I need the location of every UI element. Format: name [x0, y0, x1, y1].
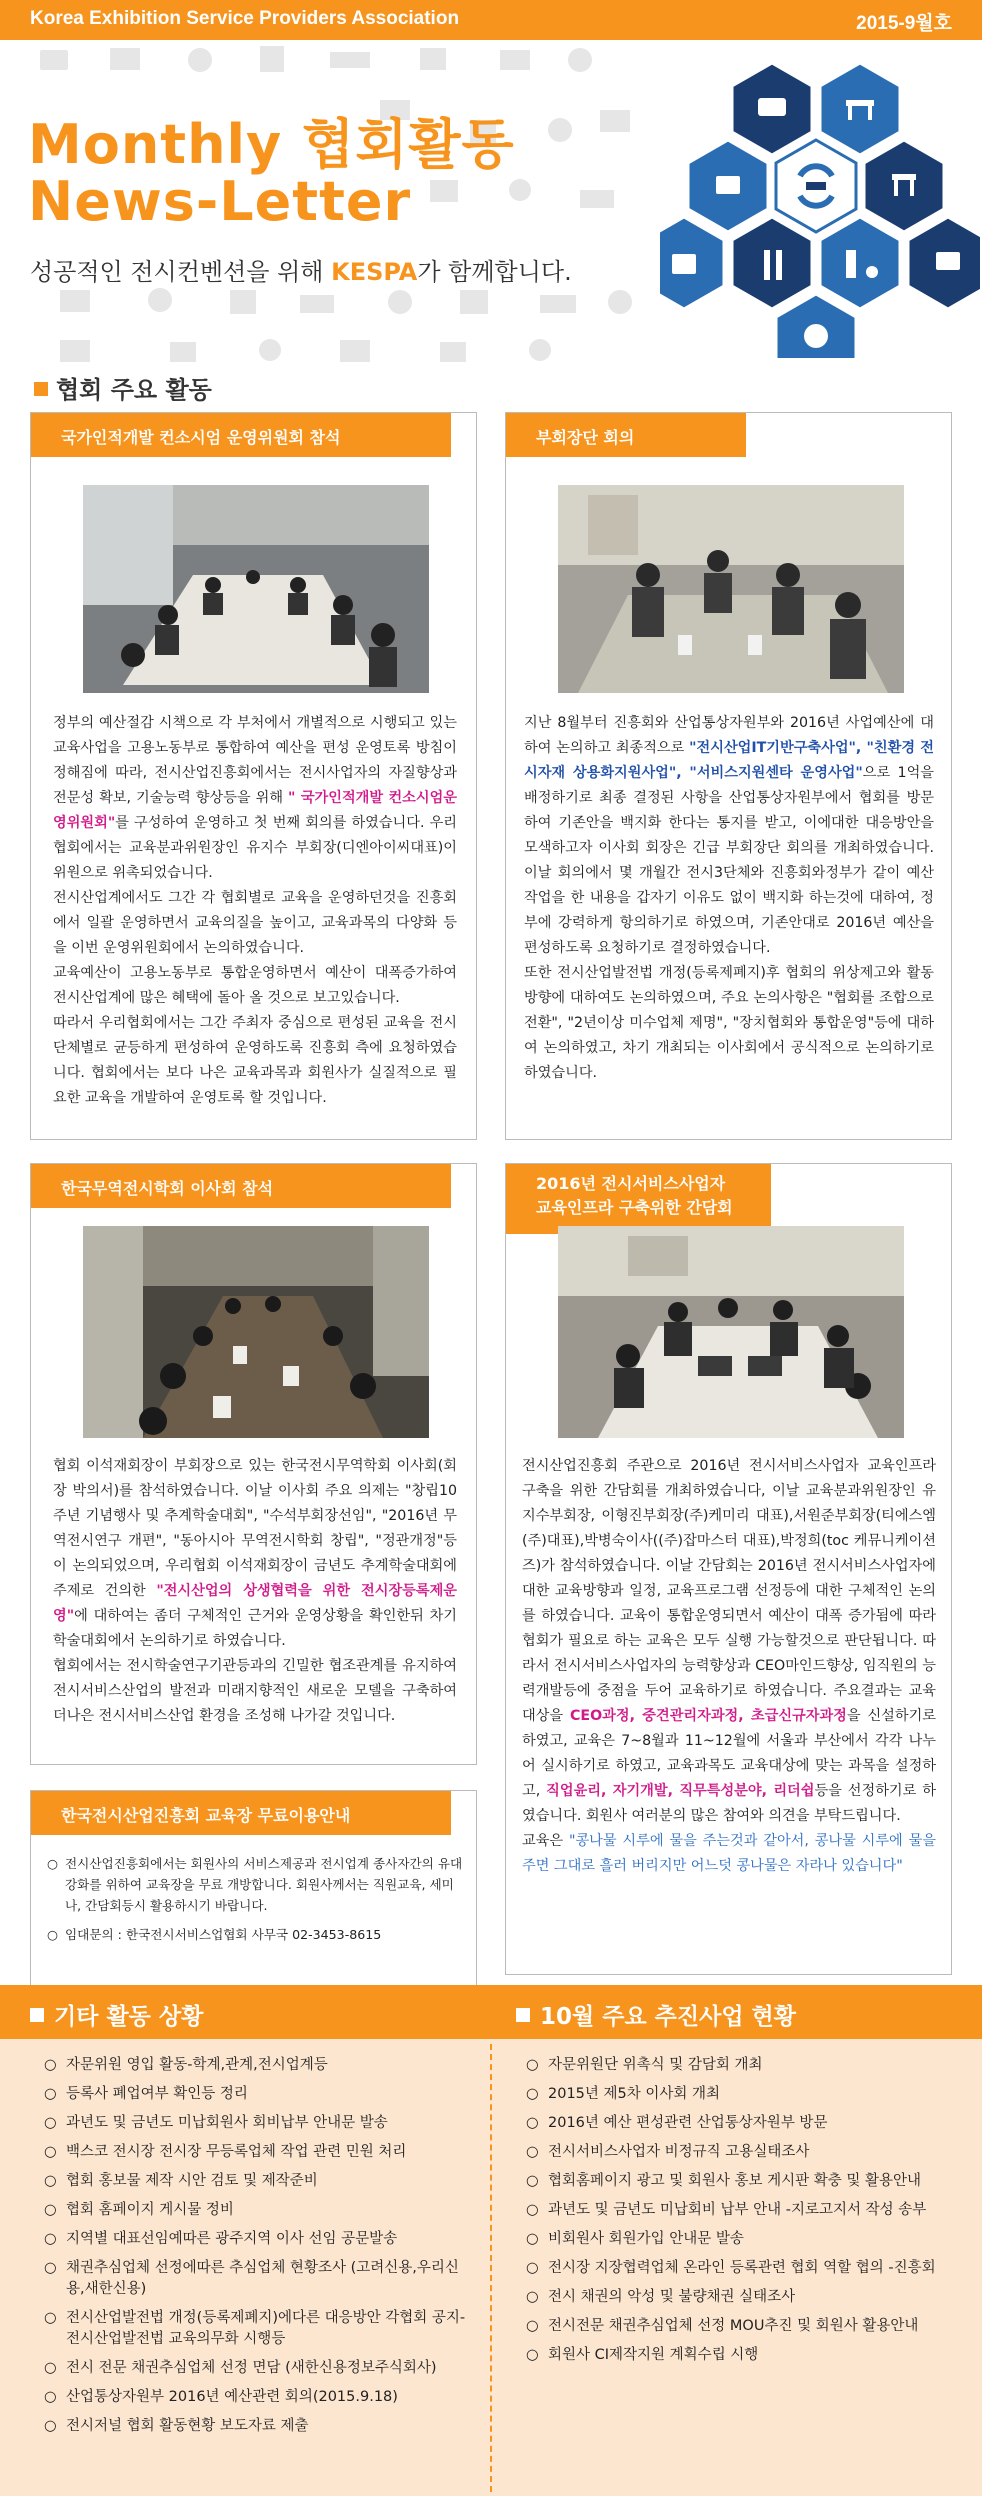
list-item: ○ 백스코 전시장 전시장 무등록업체 작업 관련 민원 처리 [44, 2142, 474, 2163]
october-plans-heading: 10월 주요 추진사업 현황 [516, 1998, 796, 2031]
card-education-infra-meeting [505, 1163, 952, 1975]
list-item: ○ 자문위원단 위촉식 및 감담회 개최 [526, 2055, 966, 2076]
list-item: ○ 회원사 CI제작지원 계획수립 시행 [526, 2345, 966, 2366]
list-item: ○ 2016년 예산 편성관련 산업통상자원부 방문 [526, 2113, 966, 2134]
list-item: ○ 과년도 및 금년도 미납회원사 회비납부 안내문 발송 [44, 2113, 474, 2134]
other-activities-heading: 기타 활동 상황 [30, 1998, 203, 2031]
list-item: ○ 비회원사 회원가입 안내문 발송 [526, 2229, 966, 2250]
list-item: ○ 전시장 지장협력업체 온라인 등록관련 협회 역할 협의 -진흥회 [526, 2258, 966, 2279]
top-bar [0, 0, 982, 40]
list-item: ○ 전시저널 협회 활동현황 보도자료 제출 [44, 2416, 474, 2437]
list-item: ○ 지역별 대표선임예따른 광주지역 이사 선임 공문발송 [44, 2229, 474, 2250]
card-title: 국가인적개발 컨소시엄 운영위원회 참석 [31, 413, 451, 457]
card-vice-chair-meeting [505, 412, 952, 1140]
list-item: ○ 전시 채권의 악성 및 불량채권 실태조사 [526, 2287, 966, 2308]
list-item: ○ 임대문의 : 한국전시서비스업협회 사무국 02-3453-8615 [47, 1924, 467, 1945]
info-list [47, 1853, 467, 1953]
card-trade-exhibition-society [30, 1163, 477, 1765]
card-title: 한국무역전시학회 이사회 참석 [31, 1164, 451, 1208]
list-item: ○ 전시 전문 채권추심업체 선정 면담 (새한신용정보주식회사) [44, 2358, 474, 2379]
education-room-info-box [30, 1790, 477, 2012]
newsletter-title-line1: Monthly 협회활동 [28, 113, 515, 176]
info-box-title: 한국전시산업진흥회 교육장 무료이용안내 [31, 1791, 451, 1835]
list-item: ○ 전시전문 채권추심업체 선정 MOU추진 및 회원사 활용안내 [526, 2316, 966, 2337]
list-item: ○ 채권추심업체 선정에따른 추심업체 현황조사 (고려신용,우리신용,새한신용) [44, 2258, 474, 2300]
card-body: 협회 이석재회장이 부회장으로 있는 한국전시무역학회 이사회(회장 박의서)를 참석하였습니다. 이날 이사회 주요 의제는 "창립10주년 기념행사 및 추계학술대회", "수석부회장선임", "2016년 무역전시연구 개편", "동아시아 무역전시학회 창립", "정관개정"등이 논의되었으며, 우리협회 이석재회장이 금년도 추계학술대회에 주제로 건의한 "전시산업의 상생협력을 위한 전시장등록제운영"에 대하여는 좀더 구체적인 근거와 운영상황을 확인한뒤 차기 학술대회에서 논의하기로 하였습니다. 협회에서는 전시학술연구기관등과의 긴밀한 협조관계를 유지하여 전시서비스산업의 발전과 미래지향적인 새로운 모델을 구축하여 더나은 전시서비스산업 환경을 조성해 나가갈 것입니다. [53, 1458, 457, 1724]
list-item: ○ 자문위원 영입 활동-학계,관계,전시업계등 [44, 2055, 474, 2076]
list-item: ○ 협회 홍보물 제작 시안 검토 및 제작준비 [44, 2171, 474, 2192]
main-activities-heading: 협회 주요 활동 [34, 370, 212, 405]
list-item: ○ 과년도 및 금년도 미납회비 납부 안내 -지로고지서 작성 송부 [526, 2200, 966, 2221]
newsletter-title-line2: News-Letter [28, 170, 412, 233]
list-item: ○ 등록사 폐업여부 확인등 정리 [44, 2084, 474, 2105]
meeting-photo [558, 1226, 904, 1438]
list-item: ○ 산업통상자원부 2016년 예산관련 회의(2015.9.18) [44, 2387, 474, 2408]
list-item: ○ 2015년 제5차 이사회 개최 [526, 2084, 966, 2105]
card-title: 2016년 전시서비스사업자 교육인프라 구축위한 간담회 [506, 1164, 771, 1234]
tagline: 성공적인 전시컨벤션을 위해 KESPA가 함께합니다. [30, 258, 572, 286]
october-plans-list [526, 2055, 966, 2374]
list-item: ○ 협회홈페이지 광고 및 회원사 홍보 게시판 확충 및 활용안내 [526, 2171, 966, 2192]
list-item: ○ 협회 홈페이지 게시물 정비 [44, 2200, 474, 2221]
card-body: 지난 8월부터 진흥회와 산업통상자원부와 2016년 사업예산에 대하여 논의하고 최종적으로 "전시산업IT기반구축사업", "친환경 전시자재 상용화지원사업", "서비스지원센타 운영사업"으로 1억을 배정하기로 최종 결정된 사항을 산업통상자원부에서 협회를 방문하여 기존안을 백지화 한다는 통지를 받고, 이에대한 대응방안을 모색하고자 이사회 회장은 긴급 부회장단 회의를 개최하였습니다. 이날 회의에서 몇 개월간 전시3단체와 진흥회와정부가 같이 예산작업을 한 내용을 갑자기 이유도 없이 백지화 하는것에 대하여, 정부에 강력하게 항의하기로 하였으며, 기존안대로 2016년 예산을 편성하도록 요청하기로 결정하였습니다. 또한 전시산업발전법 개정(등록제폐지)후 협회의 위상제고와 활동방향에 대하여도 논의하였으며, 주요 논의사항은 "협회를 조합으로 전환", "2년이상 미수업체 제명", "장치협회와 통합운영"등에 대하여 논의하였고, 차기 개최되는 이사회에서 공식적으로 논의하기로 하였습니다. [524, 715, 934, 1081]
meeting-photo [83, 485, 429, 693]
card-consortium-meeting [30, 412, 477, 1140]
column-divider [490, 2044, 492, 2492]
organization-name: Korea Exhibition Service Providers Association [30, 8, 460, 29]
list-item: ○ 전시산업진흥회에서는 회원사의 서비스제공과 전시업계 종사자간의 유대강화를 위하여 교육장을 무료 개방합니다. 회원사께서는 직원교육, 세미나, 간담회등시 활용하시기 바랍니다. [47, 1853, 467, 1916]
list-item: ○ 전시서비스사업자 비정규직 고용실태조사 [526, 2142, 966, 2163]
card-body: 전시산업진흥회 주관으로 2016년 전시서비스사업자 교육인프라 구축을 위한 간담회를 개최하였습니다, 이날 교육분과위원장인 유지수부회장, 이형진부회장(주)케미리 대표),서원준부회장(티에스엠(주)대표),박병숙이사((주)잡마스터 대표),박정희(toc 케뮤니케이션즈)가 참석하였습니다. 이날 간담회는 2016년 전시서비스사업자에대한 교육방향과 일정, 교육프로그램 선정등에 대한 구체적인 논의를 하였습니다. 교육이 통합운영되면서 예산이 대폭 증가됨에 따라 협회가 필요로 하는 교육은 모두 실행 가능할것으로 판단됩니다. 따라서 전시서비스사업자의 능력향상과 CEO마인드향상, 임직원의 능력개발등에 중점을 두어 교육하기로 하였습니다. 주요결과는 교육대상을 CEO과정, 중견관리자과정, 초급신규자과정을 신설하기로 하였고, 교육은 7~8월과 11~12월에 서울과 부산에서 각각 나누어 실시하기로 하였고, 교육과목도 교육대상에 맞는 과목을 설정하고, 직업윤리, 자기개발, 직무특성분야, 리더쉽등을 선정하기로 하였습니다. 회원사 여러분의 많은 참여와 의견을 부탁드립니다. 교육은 "콩나물 시루에 물을 주는것과 같아서, 콩나물 시루에 물을 주면 그대로 흘러 버리지만 어느덧 콩나물은 자라나 있습니다" [522, 1458, 936, 1874]
card-body: 정부의 예산절감 시책으로 각 부처에서 개별적으로 시행되고 있는 교육사업을 고용노동부로 통합하여 예산을 편성 운영토록 방침이 정해짐에 따라, 전시산업진흥회에서는 전시사업자의 자질향상과 전문성 확보, 기술능력 향상등을 위해 " 국가인적개발 컨소시엄운영위원회"를 구성하여 운영하고 첫 번째 회의를 하였습니다. 우리협회에서는 교육분과위원장인 유지수 부회장(디엔아이씨대표)이 위원으로 위촉되었습니다. 전시산업계에서도 그간 각 협회별로 교육을 운영하던것을 진흥회에서 일괄 운영하면서 교육의질을 높이고, 교육과목의 다양화 등을 이번 운영위원회에서 논의하였습니다. 교육예산이 고용노동부로 통합운영하면서 예산이 대폭증가하여 전시산업계에 많은 혜택에 돌아 올 것으로 보고있습니다. 따라서 우리협회에서는 그간 주최자 중심으로 편성된 교육을 전시단체별로 균등하게 편성하여 운영하도록 진흥회 측에 요청하였습니다. 협회에서는 보다 나은 교육과목과 회원사가 실질적으로 필요한 교육을 개발하여 운영토록 할 것입니다. [53, 715, 457, 1106]
issue-date: 2015-9월호 [856, 13, 952, 34]
meeting-photo [83, 1226, 429, 1438]
list-item: ○ 전시산업발전법 개정(등록제폐지)에다른 대응방안 각협회 공지-전시산업발전법 교육의무화 시행등 [44, 2308, 474, 2350]
other-activities-list [44, 2055, 474, 2445]
meeting-photo [558, 485, 904, 693]
card-title: 부회장단 회의 [506, 413, 746, 457]
hexagon-icon-cluster [660, 58, 980, 358]
hero-banner [0, 40, 982, 370]
